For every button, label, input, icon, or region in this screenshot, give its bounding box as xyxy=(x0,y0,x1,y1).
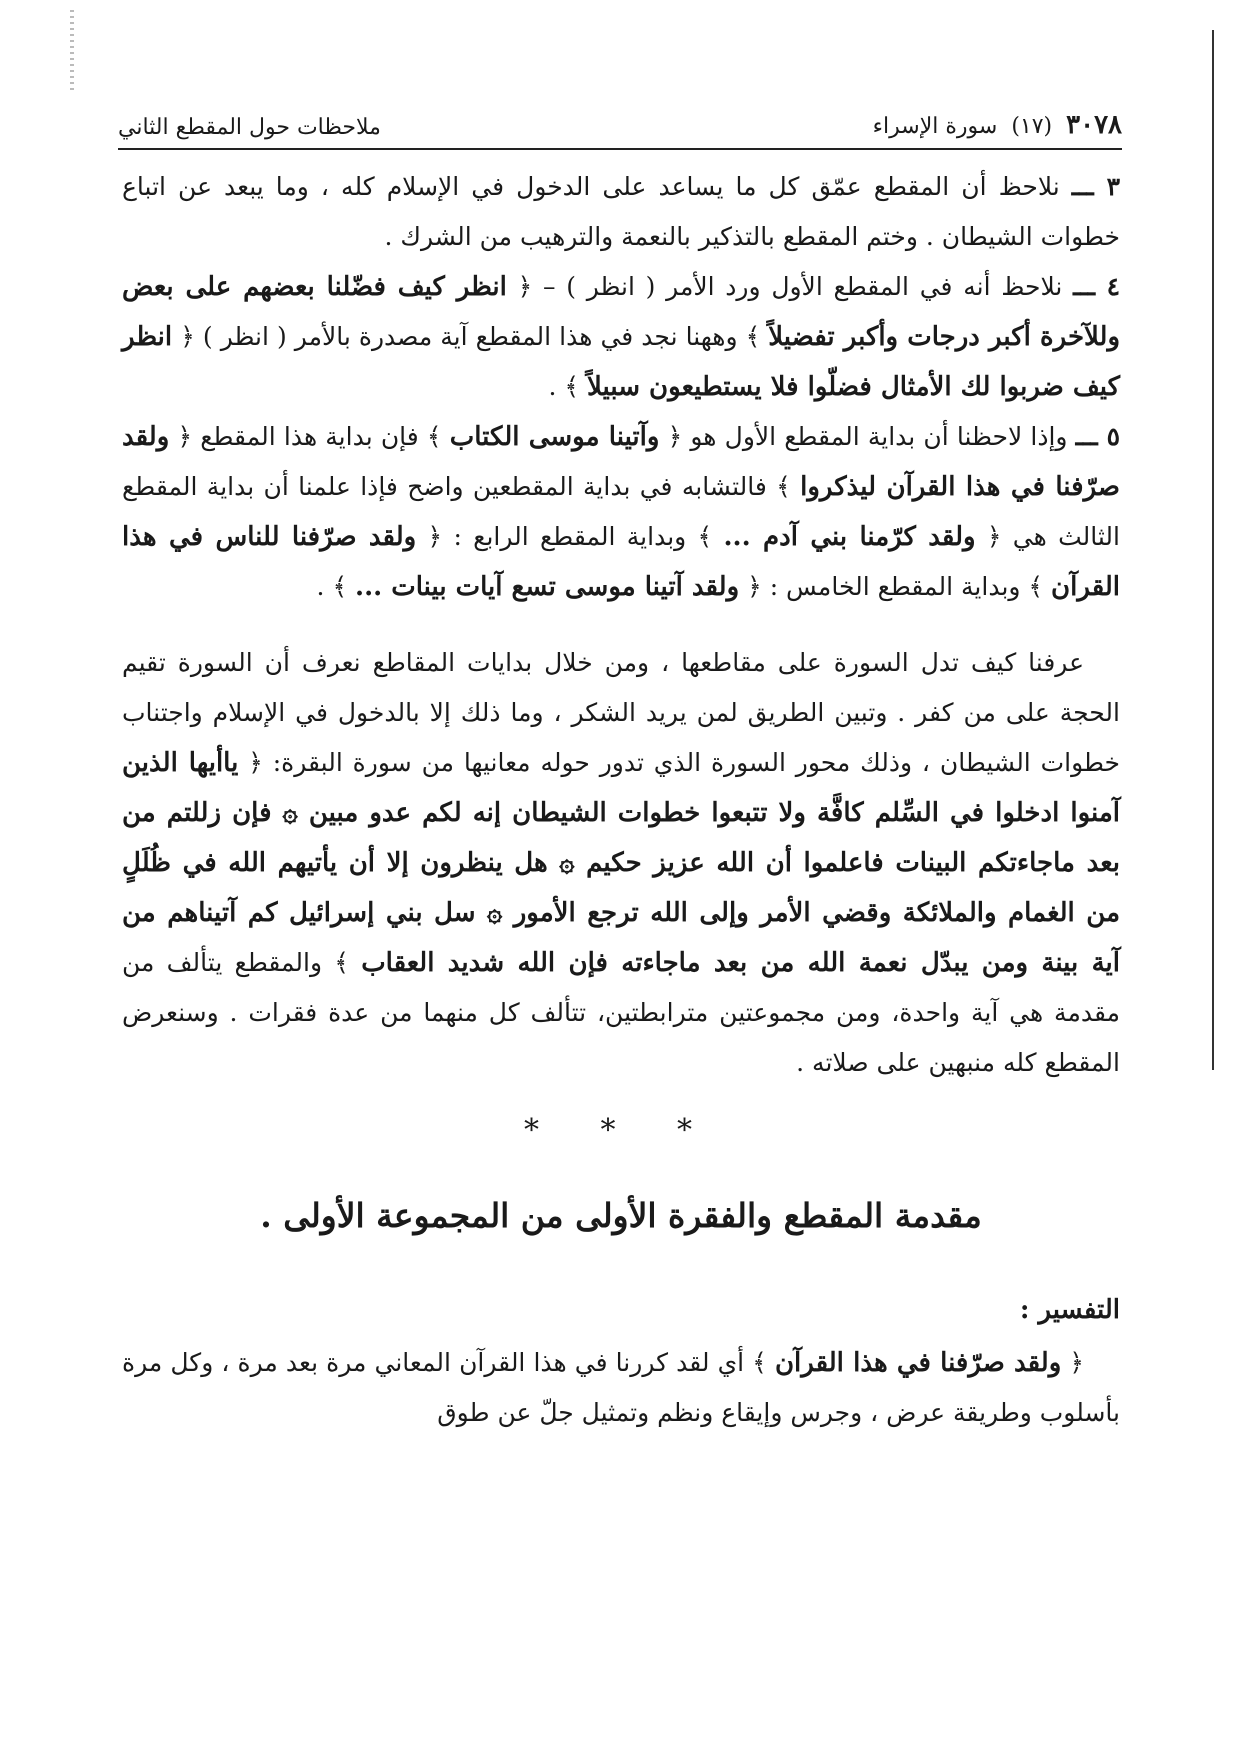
body-text: ﴾ فالتشابه في بداية المقطعين واضح فإذا علمنا أن بداية المقطع الثالث هي ﴿ xyxy=(122,472,1120,551)
body-text: ﴾ أي لقد كررنا في هذا القرآن المعاني مرة بعد مرة ، وكل مرة بأسلوب وطريقة عرض ، وجرس وإيقاع ونظم وتمثيل جلّ عن طوق xyxy=(122,1348,1120,1427)
section-title: ملاحظات حول المقطع الثاني xyxy=(118,115,381,140)
quran-quote: ولقد صرّفنا في هذا القرآن xyxy=(774,1348,1062,1378)
note-number: ٤ ـــ xyxy=(1073,272,1120,301)
body-text: نلاحظ أن المقطع عمّق كل ما يساعد على الدخول في الإسلام كله ، وما يبعد عن اتباع خطوات الشيطان . وختم المقطع بالتذكير بالنعمة والترهيب من الشرك . xyxy=(122,172,1120,251)
numbered-note xyxy=(122,262,1120,412)
body-text: وإذا لاحظنا أن بداية المقطع الأول هو ﴿ xyxy=(667,422,1068,451)
page-body xyxy=(122,162,1120,1438)
body-text: ﴾ وبداية المقطع الخامس : ﴿ xyxy=(747,572,1044,601)
body-text: ﴾ والمقطع يتألف من مقدمة هي آية واحدة، ومن مجموعتين مترابطتين، تتألف كل منهما من عدة فقرات . وسنعرض المقطع كله منبهين على صلاته . xyxy=(122,948,1120,1077)
scan-edge-line xyxy=(1212,30,1214,1070)
scan-specks xyxy=(70,10,74,90)
body-text: ﴾ . xyxy=(548,372,580,401)
numbered-note xyxy=(122,162,1120,262)
note-number: ٣ ـــ xyxy=(1071,172,1120,201)
header-rule xyxy=(118,148,1122,150)
body-text: ﴾ وبداية المقطع الرابع : ﴿ xyxy=(427,522,713,551)
quran-quote: ولقد آتينا موسى تسع آيات بينات ... xyxy=(355,572,740,602)
quran-quote: انظر كيف فضّلنا بعضهم على بعض وللآخرة أكبر درجات وأكبر تفضيلاً xyxy=(122,272,1121,352)
surah-name: سورة الإسراء xyxy=(872,114,998,139)
quran-quote: ياأيها الذين آمنوا ادخلوا في السِّلم كافَّة ولا تتبعوا خطوات الشيطان إنه لكم عدو مبين ۞ فإن زللتم من بعد ماجاءتكم البينات فاعلموا أن الله عزيز حكيم ۞ هل ينظرون إلا أن يأتيهم الله في ظُلَلٍ من الغمام والملائكة وقضي الأمر وإلى الله ترجع الأمور ۞ سل بني إسرائيل كم آتيناهم من آية بينة ومن يبدّل نعمة الله من بعد ماجاءته فإن الله شديد العقاب xyxy=(122,748,1121,978)
body-text: نلاحظ أنه في المقطع الأول ورد الأمر ( انظر ) – ﴿ xyxy=(517,272,1063,301)
note-number: ٥ ـــ xyxy=(1075,422,1120,451)
page-number: ٣٠٧٨ xyxy=(1066,110,1122,140)
body-text: ﴾ وههنا نجد في هذا المقطع آية مصدرة بالأمر ( انظر ) ﴿ xyxy=(180,322,761,351)
section-separator: * * * xyxy=(523,1113,719,1148)
numbered-note xyxy=(122,412,1120,612)
body-text: ﴿ xyxy=(1069,1348,1084,1377)
quran-quote: ولقد كرّمنا بني آدم ... xyxy=(723,522,976,552)
surah-number: (١٧) xyxy=(1011,114,1053,139)
tafsir-paragraph xyxy=(122,1338,1120,1438)
quran-quote: ولقد صرّفنا للناس في هذا القرآن xyxy=(122,522,1120,602)
summary-paragraph xyxy=(122,638,1120,1088)
body-text: عرفنا كيف تدل السورة على مقاطعها ، ومن خلال بدايات المقاطع نعرف أن السورة تقيم الحجة على من كفر . وتبين الطريق لمن يريد الشكر ، وما ذلك إلا بالدخول في الإسلام واجتناب خطوات الشيطان ، وذلك محور السورة الذي تدور حوله معانيها من سورة البقرة: ﴿ xyxy=(122,648,1120,777)
header-right xyxy=(873,110,1122,140)
paragraph-gap xyxy=(122,612,1120,638)
section-heading: مقدمة المقطع والفقرة الأولى من المجموعة الأولى . xyxy=(260,1196,982,1235)
notes-list xyxy=(122,162,1120,612)
quran-quote: وآتينا موسى الكتاب xyxy=(449,422,660,452)
body-text: ﴾ فإن بداية هذا المقطع ﴿ xyxy=(177,422,442,451)
running-header xyxy=(118,88,1122,140)
tafsir-label: التفسير : xyxy=(1019,1295,1120,1325)
body-text: ﴾ . xyxy=(316,572,348,601)
quran-quote: انظر كيف ضربوا لك الأمثال فضلّوا فلا يستطيعون سبيلاً xyxy=(122,322,1120,402)
quran-quote: ولقد صرّفنا في هذا القرآن ليذكروا xyxy=(122,422,1121,502)
